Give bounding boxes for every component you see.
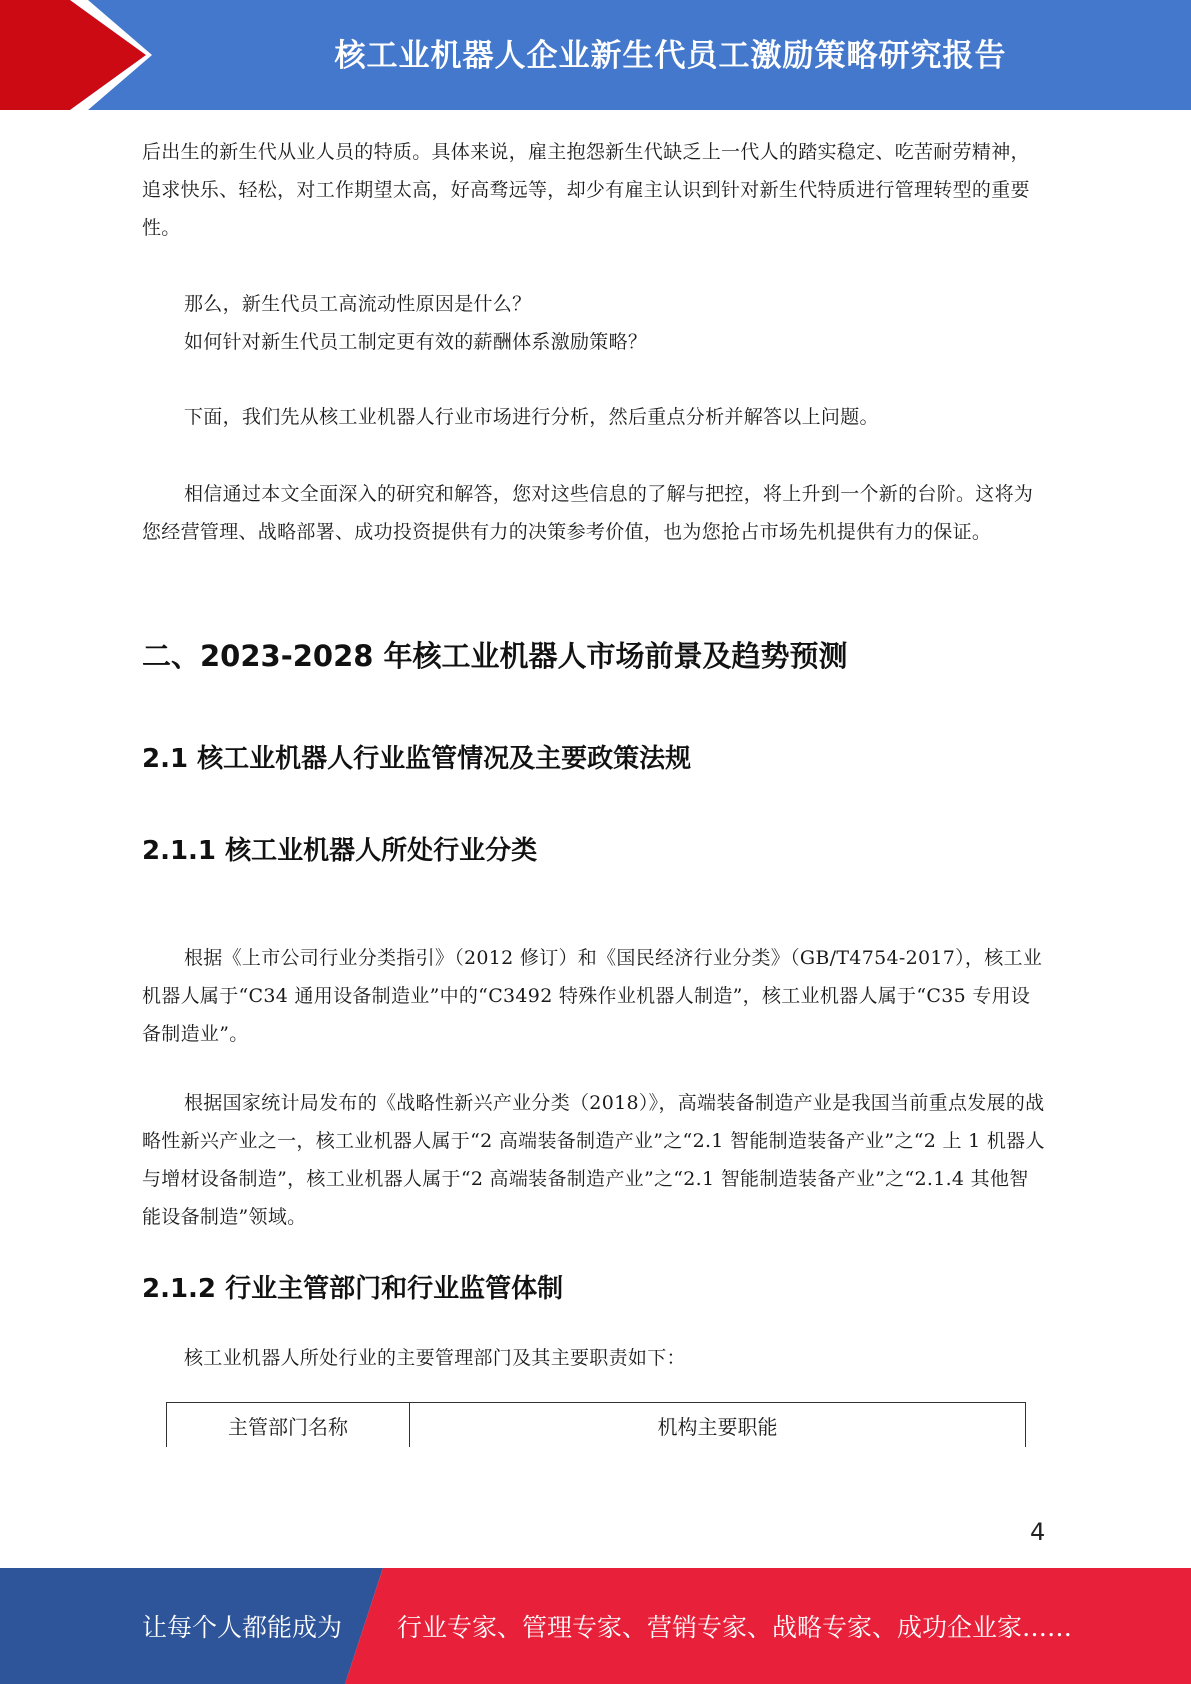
trust-paragraph: 相信通过本文全面深入的研究和解答，您对这些信息的了解与把控，将上升到一个新的台阶。这将为您经营管理、战略部署、成功投资提供有力的决策参考价值，也为您抢占市场先机提供有力的保证。 bbox=[142, 483, 1034, 543]
page-footer bbox=[0, 1568, 1191, 1684]
report-title: 核工业机器人企业新生代员工激励策略研究报告 bbox=[334, 37, 1007, 74]
table-header-functions: 机构主要职能 bbox=[657, 1414, 778, 1439]
page-number: 4 bbox=[1030, 1518, 1046, 1546]
question-2: 如何针对新生代员工制定更有效的薪酬体系激励策略？ bbox=[184, 331, 648, 353]
footer-slogan-right: 行业专家、管理专家、营销专家、战略专家、成功企业家…… bbox=[397, 1613, 1073, 1642]
page-header bbox=[0, 0, 1191, 110]
intro-paragraph: 后出生的新生代从业人员的特质。具体来说，雇主抱怨新生代缺乏上一代人的踏实稳定、吃苦耐劳精神，追求快乐、轻松，对工作期望太高，好高骛远等，却少有雇主认识到针对新生代特质进行管理转型的重要性。 bbox=[142, 141, 1030, 239]
table-header-dept-name: 主管部门名称 bbox=[167, 1403, 410, 1447]
classification-paragraph-2: 根据国家统计局发布的《战略性新兴产业分类（2018）》，高端装备制造产业是我国当前重点发展的战略性新兴产业之一，核工业机器人属于“2 高端装备制造产业”之“2.1 智能制造装备产业”之“2 上 1 机器人与增材设备制造”，核工业机器人属于“2 高端装备制造产业”之“2.1 智能制造装备产业”之“2.1.4 其他智能设备制造”领域。 bbox=[142, 1092, 1045, 1228]
question-1: 那么，新生代员工高流动性原因是什么？ bbox=[184, 293, 532, 315]
section-2-1-1-heading: 2.1.1 核工业机器人所处行业分类 bbox=[142, 836, 538, 866]
departments-intro: 核工业机器人所处行业的主要管理部门及其主要职责如下： bbox=[184, 1347, 686, 1369]
footer-slogan-left: 让每个人都能成为 bbox=[142, 1613, 343, 1642]
departments-table bbox=[166, 1402, 1026, 1447]
next-paragraph: 下面，我们先从核工业机器人行业市场进行分析，然后重点分析并解答以上问题。 bbox=[184, 406, 879, 428]
section-2-1-heading: 2.1 核工业机器人行业监管情况及主要政策法规 bbox=[142, 744, 692, 774]
header-arrow-decoration bbox=[0, 0, 200, 110]
section-2-1-2-heading: 2.1.2 行业主管部门和行业监管体制 bbox=[142, 1274, 564, 1304]
section-2-heading: 二、2023-2028 年核工业机器人市场前景及趋势预测 bbox=[142, 639, 848, 673]
classification-paragraph-1: 根据《上市公司行业分类指引》（2012 修订）和《国民经济行业分类》（GB/T4754-2017），核工业机器人属于“C34 通用设备制造业”中的“C3492 特殊作业机器人制造”，核工业机器人属于“C35 专用设备制造业”。 bbox=[142, 947, 1043, 1045]
